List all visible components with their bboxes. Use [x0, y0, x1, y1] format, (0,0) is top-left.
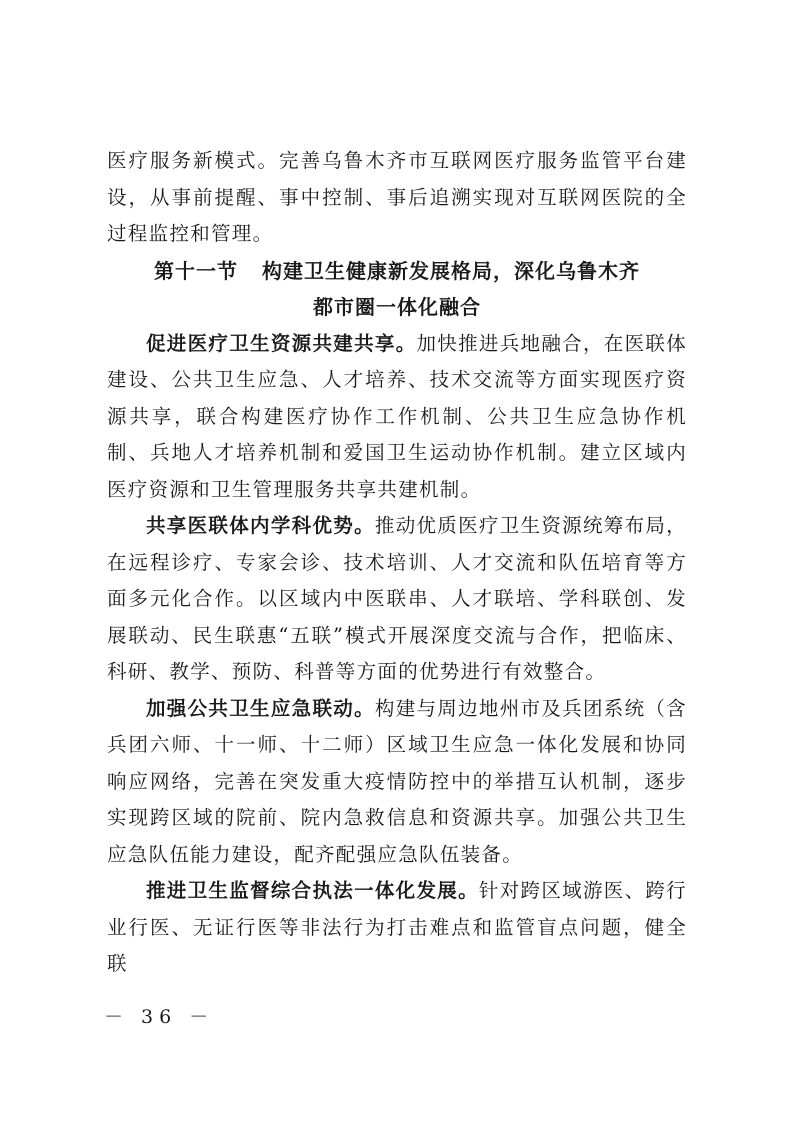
section-number: 第十一节 — [154, 258, 238, 283]
paragraph-resource-sharing — [107, 326, 687, 509]
paragraph-supervision-enforcement — [107, 873, 687, 983]
paragraph-text: 加快推进兵地融合，在医联体建设、公共卫生应急、人才培养、技术交流等方面实现医疗资源共享，联合构建医疗协作工作机制、公共卫生应急协作机制、兵地人才培养机制和爱国卫生运动协作机制。建立区域内医疗资源和卫生管理服务共享共建机制。 — [107, 331, 687, 501]
paragraph-lead: 促进医疗卫生资源共建共享。 — [146, 331, 417, 355]
section-heading-line2 — [107, 289, 687, 326]
paragraph-text: 针对跨区域游医、跨行业行医、无证行医等非法行为打击难点和监管盲点问题，健全联 — [107, 879, 687, 975]
paragraph-lead: 推进卫生监督综合执法一体化发展。 — [146, 879, 479, 902]
paragraph-discipline-advantage — [107, 508, 687, 691]
body-text — [107, 143, 687, 983]
paragraph-text: 构建与周边地州市及兵团系统（含兵团六师、十一师、十二师）区域卫生应急一体化发展和协同响应网络，完善在突发重大疫情防控中的举措互认机制，逐步实现跨区域的院前、院内急救信息和资源共享。加强公共卫生应急队伍能力建设，配齐配强应急队伍装备。 — [107, 696, 687, 866]
section-heading-line1 — [107, 253, 687, 290]
section-title-line1: 构建卫生健康新发展格局，深化乌鲁木齐 — [262, 258, 640, 283]
section-title-line2: 都市圈一体化融合 — [313, 295, 481, 319]
paragraph-text: 推动优质医疗卫生资源统筹布局，在远程诊疗、专家会诊、技术培训、人才交流和队伍培育等方面多元化合作。以区域内中医联串、人才联培、学科联创、发展联动、民生联惠“五联”模式开展深度交流与合作，把临床、科研、教学、预防、科普等方面的优势进行有效整合。 — [107, 514, 687, 683]
paragraph-lead: 加强公共卫生应急联动。 — [146, 696, 375, 720]
intro-paragraph: 医疗服务新模式。完善乌鲁木齐市互联网医疗服务监管平台建设，从事前提醒、事中控制、事后追溯实现对互联网医院的全过程监控和管理。 — [107, 149, 687, 245]
paragraph-lead: 共享医联体内学科优势。 — [146, 514, 375, 537]
paragraph-emergency-linkage — [107, 691, 687, 874]
page-number: － 36 － — [104, 1006, 215, 1028]
